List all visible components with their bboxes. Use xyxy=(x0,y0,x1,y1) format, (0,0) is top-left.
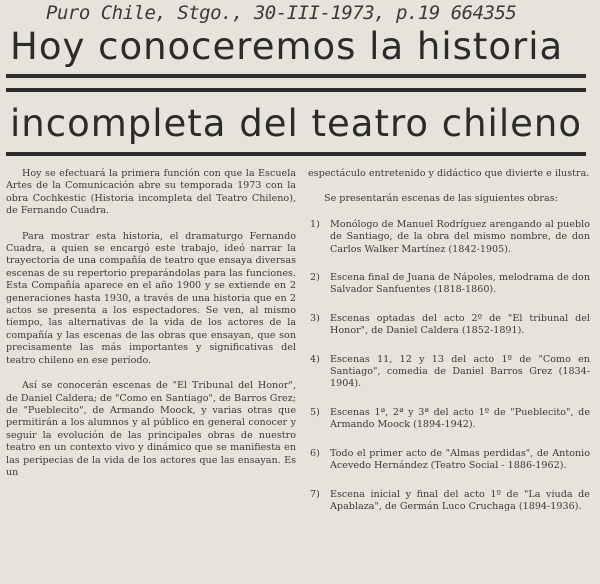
headline-rule-middle xyxy=(6,88,586,92)
item-text: Escenas optadas del acto 2º de "El tribunal del Honor", de Daniel Caldera (1852-1891). xyxy=(330,312,590,337)
item-number: 6) xyxy=(310,447,320,459)
item-text: Escena final de Juana de Nápoles, melodrama de don Salvador Sanfuentes (1818-1860). xyxy=(330,272,590,296)
item-number: 2) xyxy=(310,272,320,284)
item-text: Escenas 11, 12 y 13 del acto 1º de "Como en Santiago", comedia de Daniel Barros Grez (1834-1904). xyxy=(330,353,590,390)
item-text: Escena inicial y final del acto 1º de "La viuda de Apablaza", de Germán Luco Cruchaga (1894-1936). xyxy=(330,488,590,512)
list-item xyxy=(308,448,590,473)
right-column xyxy=(308,168,590,529)
headline-rule-top xyxy=(6,74,586,78)
list-item xyxy=(308,489,590,514)
item-text: Todo el primer acto de "Almas perdidas", de Antonio Acevedo Hernández (Teatro Social - 1886-1962). xyxy=(330,447,590,472)
item-number: 7) xyxy=(310,488,320,500)
item-text: Monólogo de Manuel Rodríguez arengando al pueblo de Santiago, de la obra del mismo nombre, de don Carlos Walker Martínez (1842-1905). xyxy=(330,218,590,255)
item-number: 5) xyxy=(310,406,320,418)
item-number: 4) xyxy=(310,353,320,365)
list-item xyxy=(308,354,590,391)
item-number: 3) xyxy=(310,312,320,324)
paragraph: Así se conocerán escenas de "El Tribunal del Honor", de Daniel Caldera; de "Como en Santiago", de Barros Grez; de "Pueblecito", de Armando Moock, y varias otras que permitirán a los alumnos y al público en general conocer y seguir la evolución de las principales obras de nuestro teatro en un contexto vivo y dinámico que se manifiesta en las peripecias de la vida de los actores que las ensayan. Es un xyxy=(6,380,296,478)
paragraph: Para mostrar esta historia, el dramaturgo Fernando Cuadra, a quien se encargó este trabajo, ideó narrar la trayectoria de una compañía de teatro que ensaya diversas escenas de su repertorio preparándolas para las funciones. Esta Compañía aparece en el año 1900 y se extiende en 2 generaciones hasta 1930, a través de una historia que en 2 actos se presenta a los espectadores. Se ven, al mismo tiempo, las alternativas de la vida de los actores de la compañía y las escenas de las obras que ensayan, que son precisamente las más importantes y significativas del teatro chileno en ese período. xyxy=(6,230,296,366)
works-list xyxy=(308,219,590,514)
works-intro: Se presentarán escenas de las siguientes obras: xyxy=(324,193,558,205)
headline-rule-bottom xyxy=(6,152,586,156)
list-item xyxy=(308,272,590,297)
paragraph-continuation: espectáculo entretenido y didáctico que divierte e ilustra. xyxy=(308,168,590,179)
list-item xyxy=(308,313,590,338)
handwritten-citation: Puro Chile, Stgo., 30-III-1973, p.19 664355 xyxy=(46,2,517,24)
headline-line-1: Hoy conoceremos la historia xyxy=(10,25,564,68)
left-column xyxy=(6,168,296,492)
paragraph: Hoy se efectuará la primera función con que la Escuela Artes de la Comunicación abre su temporada 1973 con la obra Cochkestic (Historia incompleta del Teatro Chileno), de Fernando Cuadra. xyxy=(6,168,296,217)
list-item xyxy=(308,219,590,256)
item-text: Escenas 1ª, 2ª y 3ª del acto 1º de "Pueblecito", de Armando Moock (1894-1942). xyxy=(330,406,590,431)
headline-line-2: incompleta del teatro chileno xyxy=(10,102,582,145)
item-number: 1) xyxy=(310,218,320,230)
list-item xyxy=(308,407,590,432)
